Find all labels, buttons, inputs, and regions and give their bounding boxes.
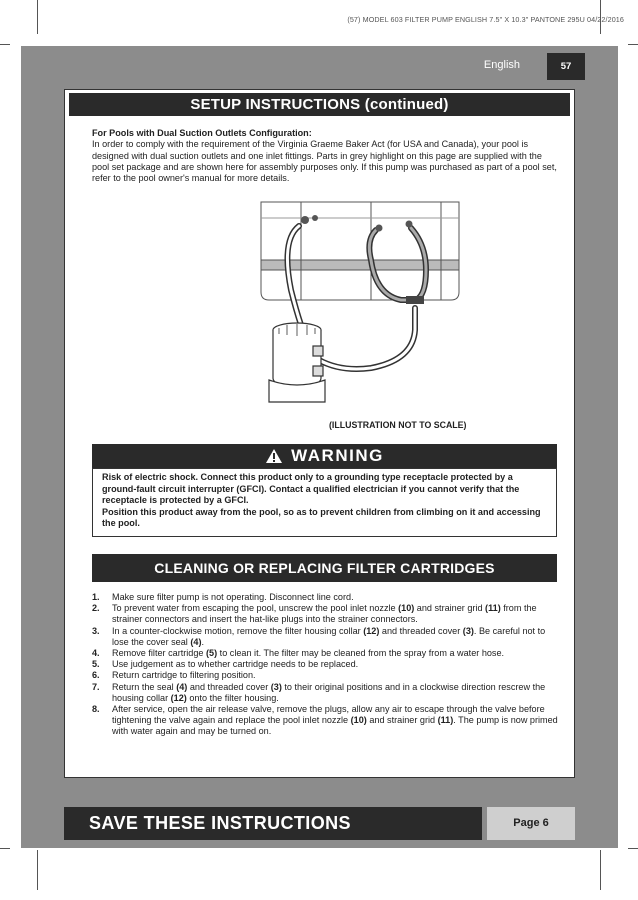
step-text: Make sure filter pump is not operating. Disconnect line cord. xyxy=(112,592,354,602)
step-text: onto the filter housing. xyxy=(186,692,279,703)
step-number: 8. xyxy=(92,704,100,715)
step-text: from the strainer connectors and insert the hat-like plugs into the strainer connectors. xyxy=(112,603,537,625)
step-number: 3. xyxy=(92,625,100,636)
step-number: 6. xyxy=(92,670,100,681)
step-text: and strainer grid xyxy=(366,715,438,726)
warning-text: Position this product away from the pool, so as to prevent children from climbing on it and accessing the pool. xyxy=(102,506,541,529)
warning-text: Risk of electric shock. Connect this product only to a grounding type receptacle protected by a ground-fault circuit interrupter (GFCI). Contact a qualified electrician if you cannot verify that the receptacle is protected by a GFCI. xyxy=(102,472,520,506)
part-reference: (4) xyxy=(176,681,188,692)
pump-setup-illustration xyxy=(201,200,461,418)
setup-body: In order to comply with the requirement of the Virginia Graeme Baker Act (for USA and Canada), your pool is designed with dual suction outlets and one inlet fittings. Parts in grey highlight on this page are supplied with the pool set package and are shown here for assembly purposes only. If this pump was purchased as part of a pool set, refer to the pool owner's manual for more details. xyxy=(92,139,557,184)
warning-header xyxy=(92,444,557,468)
step-text: and threaded cover xyxy=(379,625,463,636)
part-reference: (12) xyxy=(363,625,380,636)
step-text: Use judgement as to whether cartridge needs to be replaced. xyxy=(112,659,359,670)
step-item xyxy=(92,659,562,670)
warning-box xyxy=(92,468,557,537)
step-item xyxy=(92,704,562,738)
manual-page-number: 57 xyxy=(547,53,585,80)
step-text: . xyxy=(201,636,205,647)
step-text: to clean it. The filter may be cleaned from the spray from a water hose. xyxy=(217,648,505,659)
step-text: Remove filter cartridge xyxy=(112,648,207,659)
step-text: After service, open the air release valve, remove the plugs, allow any air to escape through the valve before tightening the valve again and replace the pool inlet nozzle xyxy=(112,704,545,726)
step-item xyxy=(92,670,562,681)
part-reference: (10) xyxy=(398,603,415,614)
step-item xyxy=(92,592,562,603)
part-reference: (3) xyxy=(462,625,474,636)
cleaning-steps xyxy=(92,592,562,738)
crop-mark xyxy=(37,0,38,34)
warning-triangle-icon xyxy=(265,448,283,464)
step-text: to their original positions and in a clockwise direction rescrew the housing collar xyxy=(112,681,546,703)
language-label: English xyxy=(483,59,520,71)
part-reference: (11) xyxy=(485,603,501,614)
crop-mark xyxy=(600,850,601,890)
print-info: (57) MODEL 603 FILTER PUMP ENGLISH 7.5" X 10.3" PANTONE 295U 04/22/2016 xyxy=(347,15,624,24)
step-number: 5. xyxy=(92,659,100,670)
content-panel xyxy=(64,89,575,778)
crop-mark xyxy=(628,848,638,849)
step-item xyxy=(92,603,562,625)
step-number: 7. xyxy=(92,681,100,692)
step-text: . The pump is now primed with water again and may be turned on. xyxy=(112,715,558,737)
step-text: . Be careful not to lose the cover seal xyxy=(112,625,546,647)
step-number: 1. xyxy=(92,592,100,602)
warning-title: WARNING xyxy=(291,446,384,465)
step-text: Return cartridge to filtering position. xyxy=(112,670,256,681)
step-text: and strainer grid xyxy=(414,603,486,614)
crop-mark xyxy=(37,850,38,890)
illustration-caption: (ILLUSTRATION NOT TO SCALE) xyxy=(329,420,467,430)
crop-mark xyxy=(0,848,10,849)
save-instructions-banner: SAVE THESE INSTRUCTIONS xyxy=(64,807,482,840)
part-reference: (11) xyxy=(437,715,454,726)
part-reference: (12) xyxy=(170,692,187,703)
step-item xyxy=(92,626,562,648)
step-text: In a counter-clockwise motion, remove the filter housing collar xyxy=(112,625,364,636)
step-item xyxy=(92,648,562,659)
crop-mark xyxy=(0,44,10,45)
step-text: To prevent water from escaping the pool, unscrew the pool inlet nozzle xyxy=(112,603,399,614)
step-number: 2. xyxy=(92,603,100,614)
step-text: Return the seal xyxy=(112,681,177,692)
setup-heading: For Pools with Dual Suction Outlets Configuration: xyxy=(92,128,312,138)
part-reference: (5) xyxy=(206,648,218,659)
step-text: and threaded cover xyxy=(187,681,271,692)
crop-mark xyxy=(628,44,638,45)
part-reference: (4) xyxy=(190,636,202,647)
setup-title: SETUP INSTRUCTIONS (continued) xyxy=(69,93,570,116)
step-number: 4. xyxy=(92,648,100,659)
cleaning-title: CLEANING OR REPLACING FILTER CARTRIDGES xyxy=(92,554,557,582)
part-reference: (10) xyxy=(350,715,367,726)
part-reference: (3) xyxy=(270,681,282,692)
page-label: Page 6 xyxy=(487,807,575,840)
setup-intro xyxy=(92,128,557,184)
step-item xyxy=(92,682,562,704)
